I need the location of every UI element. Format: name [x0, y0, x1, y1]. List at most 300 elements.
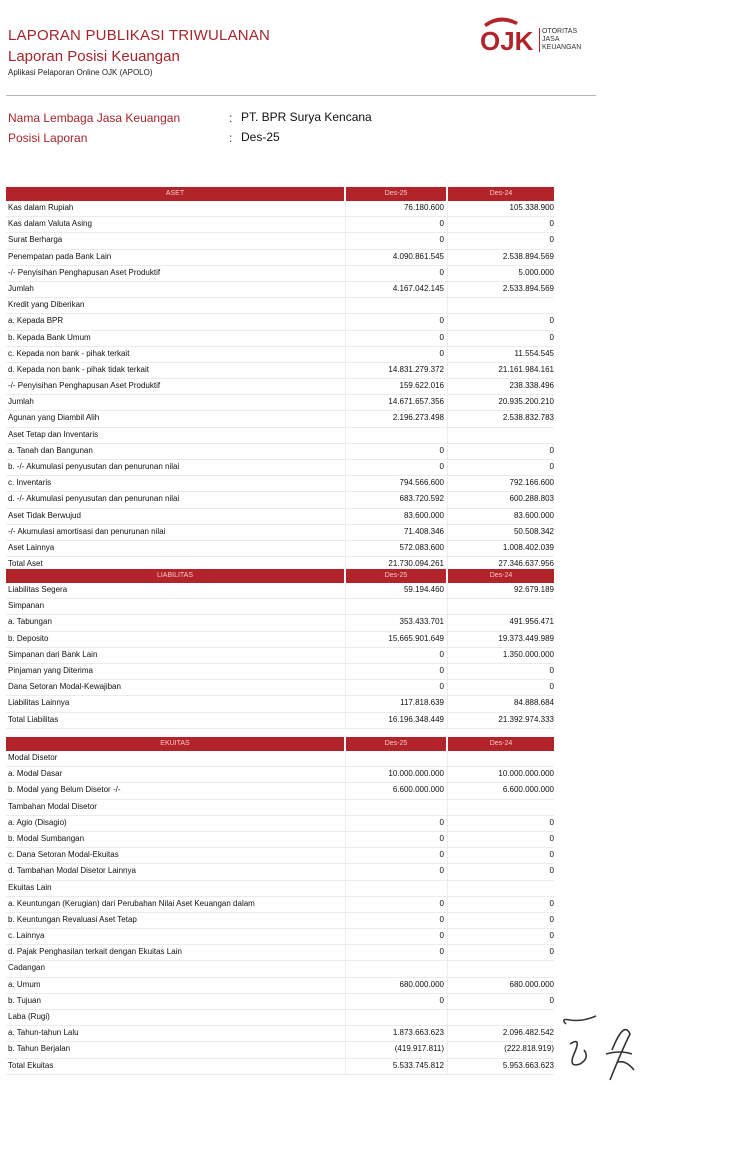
- row-label: c. Lainnya: [8, 931, 45, 941]
- value-des-24: 0: [549, 445, 554, 455]
- column-divider: [447, 648, 448, 663]
- column-divider: [345, 525, 346, 540]
- value-des-24: 491.956.471: [509, 617, 554, 627]
- value-des-25: 0: [439, 649, 444, 659]
- row-label: c. Inventaris: [8, 478, 52, 488]
- column-divider: [447, 363, 448, 378]
- row-label: Jumlah: [8, 397, 34, 407]
- column-divider: [345, 476, 346, 491]
- column-divider: [345, 994, 346, 1009]
- signature: [560, 1010, 640, 1090]
- value-des-24: 600.288.803: [509, 494, 554, 504]
- column-divider: [345, 314, 346, 329]
- column-divider: [345, 347, 346, 362]
- table-row: [6, 347, 554, 363]
- table-row: [6, 492, 554, 508]
- column-divider: [447, 395, 448, 410]
- value-des-25: 1.873.663.623: [392, 1028, 444, 1038]
- table-row: [6, 250, 554, 266]
- table-row: [6, 444, 554, 460]
- row-label: Surat Berharga: [8, 235, 63, 245]
- value-des-24: 19.373.449.989: [498, 633, 554, 643]
- row-label: Cadangan: [8, 963, 45, 973]
- value-des-24: 6.600.000.000: [502, 785, 554, 795]
- row-label: Kas dalam Rupiah: [8, 203, 74, 212]
- value-des-24: 20.935.200.210: [498, 397, 554, 407]
- lembaga-colon: :: [229, 111, 233, 125]
- value-des-25: 0: [439, 316, 444, 326]
- column-divider: [345, 509, 346, 524]
- column-divider: [345, 632, 346, 647]
- column-divider: [447, 411, 448, 426]
- value-des-24: 5.000.000: [518, 267, 554, 277]
- table-row: [6, 476, 554, 492]
- value-des-24: 0: [549, 850, 554, 860]
- posisi-label: Posisi Laporan: [8, 131, 88, 145]
- value-des-25: 59.194.460: [403, 585, 444, 594]
- column-divider: [345, 411, 346, 426]
- liabilitas-table-header: [6, 569, 554, 583]
- posisi-value: Des-25: [241, 130, 280, 144]
- column-divider: [447, 800, 448, 815]
- table-row: [6, 583, 554, 599]
- value-des-24: 0: [549, 931, 554, 941]
- column-divider: [447, 713, 448, 728]
- column-divider: [447, 664, 448, 679]
- value-des-24: 0: [549, 833, 554, 843]
- column-divider: [447, 881, 448, 896]
- table-row: [6, 314, 554, 330]
- value-des-25: 0: [439, 866, 444, 876]
- row-label: b. Kepada Bank Umum: [8, 332, 91, 342]
- row-label: Simpanan: [8, 601, 45, 611]
- column-divider: [447, 492, 448, 507]
- column-divider: [447, 751, 448, 766]
- value-des-25: 0: [439, 267, 444, 277]
- table-row: [6, 881, 554, 897]
- lembaga-label: Nama Lembaga Jasa Keuangan: [8, 111, 181, 125]
- value-des-24: 2.538.832.783: [502, 413, 554, 423]
- column-divider: [345, 217, 346, 232]
- column-divider: [345, 1059, 346, 1074]
- column-divider: [345, 233, 346, 248]
- table-row: [6, 816, 554, 832]
- table-row: [6, 331, 554, 347]
- column-divider: [447, 233, 448, 248]
- table-row: [6, 599, 554, 615]
- row-label: Aset Tetap dan Inventaris: [8, 429, 99, 439]
- value-des-25: 0: [439, 817, 444, 827]
- column-divider: [345, 250, 346, 265]
- value-des-25: 0: [439, 898, 444, 908]
- aset-header-col-1: Des-25: [346, 187, 446, 201]
- column-divider: [447, 696, 448, 711]
- column-divider: [447, 615, 448, 630]
- column-divider: [345, 492, 346, 507]
- value-des-24: 50.508.342: [513, 526, 554, 536]
- value-des-25: 0: [439, 332, 444, 342]
- value-des-25: 0: [439, 931, 444, 941]
- liabilitas-header-col-1: Des-25: [346, 569, 446, 583]
- column-divider: [447, 832, 448, 847]
- table-row: [6, 509, 554, 525]
- column-divider: [447, 298, 448, 313]
- value-des-25: 5.533.745.812: [392, 1060, 444, 1070]
- table-row: [6, 961, 554, 977]
- value-des-24: 1.008.402.039: [502, 542, 554, 552]
- table-row: [6, 897, 554, 913]
- value-des-25: (419.917.811): [394, 1044, 444, 1054]
- ojk-logo-text: OJK: [480, 26, 534, 56]
- report-app-name: Aplikasi Pelaporan Online OJK (APOLO): [8, 68, 153, 77]
- value-des-25: 680.000.000: [399, 979, 444, 989]
- row-label: c. Kepada non bank - pihak terkait: [8, 348, 130, 358]
- value-des-25: 683.720.592: [399, 494, 444, 504]
- value-des-24: 680.000.000: [509, 979, 554, 989]
- table-row: [6, 913, 554, 929]
- value-des-25: 10.000.000.000: [388, 769, 444, 779]
- aset-table: [6, 187, 554, 573]
- column-divider: [345, 929, 346, 944]
- value-des-24: 0: [549, 665, 554, 675]
- row-label: Tambahan Modal Disetor: [8, 801, 97, 811]
- table-row: [6, 832, 554, 848]
- row-label: a. Agio (Disagio): [8, 817, 67, 827]
- table-row: [6, 201, 554, 217]
- column-divider: [447, 444, 448, 459]
- table-row: [6, 298, 554, 314]
- row-label: a. Tahun-tahun Lalu: [8, 1028, 79, 1038]
- value-des-25: 0: [439, 995, 444, 1005]
- row-label: Laba (Rugi): [8, 1012, 50, 1021]
- column-divider: [447, 864, 448, 879]
- column-divider: [447, 945, 448, 960]
- header-divider: [6, 95, 596, 96]
- ekuitas-header-col-0: EKUITAS: [6, 737, 344, 751]
- column-divider: [345, 1010, 346, 1025]
- column-divider: [447, 428, 448, 443]
- value-des-25: 0: [439, 947, 444, 957]
- row-label: d. -/- Akumulasi penyusutan dan penurunan nilai: [8, 494, 180, 504]
- table-row: [6, 1010, 554, 1026]
- column-divider: [447, 978, 448, 993]
- row-label: b. Deposito: [8, 633, 49, 643]
- value-des-24: 21.161.984.161: [498, 364, 554, 374]
- liabilitas-header-col-2: Des-24: [448, 569, 554, 583]
- column-divider: [345, 460, 346, 475]
- column-divider: [447, 250, 448, 265]
- column-divider: [447, 282, 448, 297]
- table-row: [6, 751, 554, 767]
- table-row: [6, 460, 554, 476]
- table-row: [6, 615, 554, 631]
- column-divider: [447, 783, 448, 798]
- column-divider: [447, 599, 448, 614]
- ekuitas-header-col-2: Des-24: [448, 737, 554, 751]
- column-divider: [345, 751, 346, 766]
- value-des-25: 0: [439, 462, 444, 471]
- column-divider: [345, 201, 346, 216]
- table-row: [6, 680, 554, 696]
- row-label: Total Aset: [8, 559, 43, 569]
- value-des-24: 92.679.189: [513, 585, 554, 594]
- value-des-25: 0: [439, 445, 444, 455]
- row-label: d. Pajak Penghasilan terkait dengan Ekuitas Lain: [8, 947, 182, 957]
- value-des-25: 71.408.346: [403, 526, 444, 536]
- value-des-24: 0: [549, 332, 554, 342]
- value-des-25: 159.622.016: [399, 381, 444, 391]
- row-label: b. -/- Akumulasi penyusutan dan penurunan nilai: [8, 462, 180, 471]
- column-divider: [345, 599, 346, 614]
- value-des-25: 0: [439, 850, 444, 860]
- row-label: Pinjaman yang Diterima: [8, 665, 93, 675]
- table-row: [6, 783, 554, 799]
- table-row: [6, 864, 554, 880]
- value-des-24: 5.953.663.623: [502, 1060, 554, 1070]
- column-divider: [447, 816, 448, 831]
- column-divider: [345, 1042, 346, 1057]
- table-row: [6, 978, 554, 994]
- value-des-24: 0: [549, 995, 554, 1005]
- column-divider: [345, 363, 346, 378]
- row-label: a. Keuntungan (Kerugian) dari Perubahan Nilai Aset Keuangan dalam: [8, 898, 255, 908]
- value-des-24: 0: [549, 866, 554, 876]
- row-label: Liabilitas Segera: [8, 585, 68, 594]
- column-divider: [447, 583, 448, 598]
- value-des-24: 2.538.894.569: [502, 251, 554, 261]
- value-des-24: 21.392.974.333: [498, 714, 554, 724]
- column-divider: [447, 347, 448, 362]
- value-des-25: 14.671.657.356: [388, 397, 444, 407]
- ojk-logo: [478, 14, 603, 58]
- table-row: [6, 217, 554, 233]
- value-des-25: 76.180.600: [403, 203, 444, 212]
- column-divider: [447, 680, 448, 695]
- table-row: [6, 282, 554, 298]
- row-label: Total Ekuitas: [8, 1060, 54, 1070]
- row-label: a. Modal Dasar: [8, 769, 63, 779]
- row-label: d. Kepada non bank - pihak tidak terkait: [8, 364, 149, 374]
- table-row: [6, 1042, 554, 1058]
- table-row: [6, 1026, 554, 1042]
- table-row: [6, 233, 554, 249]
- table-row: [6, 648, 554, 664]
- value-des-24: 2.096.482.542: [502, 1028, 554, 1038]
- row-label: Jumlah: [8, 283, 34, 293]
- column-divider: [447, 331, 448, 346]
- column-divider: [447, 314, 448, 329]
- value-des-25: 794.566.600: [399, 478, 444, 488]
- value-des-25: 0: [439, 235, 444, 245]
- row-label: d. Tambahan Modal Disetor Lainnya: [8, 866, 136, 876]
- table-row: [6, 395, 554, 411]
- value-des-24: 84.888.684: [513, 698, 554, 708]
- value-des-25: 117.818.639: [400, 698, 444, 708]
- value-des-25: 21.730.094.261: [388, 559, 444, 569]
- posisi-colon: :: [229, 131, 233, 145]
- value-des-25: 6.600.000.000: [392, 785, 444, 795]
- column-divider: [447, 266, 448, 281]
- column-divider: [345, 680, 346, 695]
- column-divider: [345, 816, 346, 831]
- value-des-24: 238.338.496: [509, 381, 554, 391]
- column-divider: [447, 1010, 448, 1025]
- table-row: [6, 1059, 554, 1075]
- column-divider: [447, 1042, 448, 1057]
- column-divider: [345, 648, 346, 663]
- ekuitas-table: [6, 737, 554, 1075]
- column-divider: [345, 945, 346, 960]
- column-divider: [345, 800, 346, 815]
- table-row: [6, 848, 554, 864]
- column-divider: [447, 525, 448, 540]
- table-row: [6, 428, 554, 444]
- row-label: a. Umum: [8, 979, 41, 989]
- value-des-25: 0: [439, 914, 444, 924]
- column-divider: [345, 1026, 346, 1041]
- table-row: [6, 713, 554, 729]
- row-label: Aset Tidak Berwujud: [8, 510, 81, 520]
- table-row: [6, 379, 554, 395]
- ojk-logo-caption: OTORITAS JASA KEUANGAN: [542, 28, 582, 51]
- table-row: [6, 525, 554, 541]
- value-des-25: 0: [439, 665, 444, 675]
- row-label: -/- Penyisihan Penghapusan Aset Produktif: [8, 267, 161, 277]
- value-des-25: 572.083.600: [399, 542, 444, 552]
- value-des-24: 0: [549, 235, 554, 245]
- column-divider: [345, 767, 346, 782]
- column-divider: [447, 476, 448, 491]
- value-des-25: 2.196.273.498: [392, 413, 444, 423]
- aset-table-header: [6, 187, 554, 201]
- table-row: [6, 363, 554, 379]
- value-des-25: 0: [439, 682, 444, 692]
- row-label: Agunan yang Diambil Alih: [8, 413, 100, 423]
- liabilitas-table: [6, 569, 554, 729]
- column-divider: [345, 664, 346, 679]
- table-row: [6, 929, 554, 945]
- row-label: Kas dalam Valuta Asing: [8, 219, 92, 229]
- row-label: b. Modal Sumbangan: [8, 833, 85, 843]
- row-label: Simpanan dari Bank Lain: [8, 649, 98, 659]
- column-divider: [447, 994, 448, 1009]
- column-divider: [447, 217, 448, 232]
- column-divider: [345, 282, 346, 297]
- row-label: -/- Penyisihan Penghapusan Aset Produktif: [8, 381, 161, 391]
- table-row: [6, 767, 554, 783]
- column-divider: [345, 428, 346, 443]
- value-des-25: 16.196.348.449: [388, 714, 444, 724]
- column-divider: [345, 379, 346, 394]
- column-divider: [447, 632, 448, 647]
- value-des-24: 27.346.637.956: [498, 559, 554, 569]
- row-label: c. Dana Setoran Modal-Ekuitas: [8, 850, 119, 860]
- value-des-24: 0: [549, 462, 554, 471]
- table-row: [6, 632, 554, 648]
- row-label: Penempatan pada Bank Lain: [8, 251, 112, 261]
- row-label: Modal Disetor: [8, 753, 58, 762]
- table-row: [6, 800, 554, 816]
- column-divider: [447, 1059, 448, 1074]
- column-divider: [345, 897, 346, 912]
- table-row: [6, 664, 554, 680]
- row-label: b. Modal yang Belum Disetor -/-: [8, 785, 121, 795]
- table-row: [6, 945, 554, 961]
- liabilitas-header-col-0: LIABILITAS: [6, 569, 344, 583]
- column-divider: [345, 298, 346, 313]
- value-des-25: 14.831.279.372: [388, 364, 444, 374]
- column-divider: [345, 913, 346, 928]
- column-divider: [345, 541, 346, 556]
- table-row: [6, 541, 554, 557]
- value-des-25: 83.600.000: [403, 510, 444, 520]
- value-des-24: (222.818.919): [504, 1044, 554, 1054]
- row-label: a. Kepada BPR: [8, 316, 64, 326]
- column-divider: [447, 201, 448, 216]
- row-label: a. Tanah dan Bangunan: [8, 445, 93, 455]
- row-label: -/- Akumulasi amortisasi dan penurunan nilai: [8, 526, 166, 536]
- column-divider: [447, 848, 448, 863]
- ekuitas-header-col-1: Des-25: [346, 737, 446, 751]
- column-divider: [345, 331, 346, 346]
- value-des-24: 0: [549, 947, 554, 957]
- column-divider: [345, 864, 346, 879]
- value-des-24: 0: [549, 682, 554, 692]
- column-divider: [447, 460, 448, 475]
- column-divider: [345, 978, 346, 993]
- value-des-24: 2.533.894.569: [502, 283, 554, 293]
- column-divider: [345, 395, 346, 410]
- column-divider: [447, 929, 448, 944]
- value-des-25: 4.090.861.545: [392, 251, 444, 261]
- report-title: LAPORAN PUBLIKASI TRIWULANAN: [8, 27, 271, 44]
- column-divider: [345, 696, 346, 711]
- value-des-25: 0: [439, 219, 444, 229]
- row-label: Kredit yang Diberikan: [8, 300, 85, 310]
- value-des-25: 4.167.042.145: [392, 283, 444, 293]
- aset-header-col-0: ASET: [6, 187, 344, 201]
- table-row: [6, 994, 554, 1010]
- column-divider: [447, 541, 448, 556]
- lembaga-value: PT. BPR Surya Kencana: [241, 110, 372, 124]
- column-divider: [345, 583, 346, 598]
- column-divider: [345, 713, 346, 728]
- value-des-25: 15.665.901.649: [388, 633, 444, 643]
- column-divider: [447, 379, 448, 394]
- column-divider: [345, 961, 346, 976]
- column-divider: [447, 1026, 448, 1041]
- column-divider: [447, 897, 448, 912]
- column-divider: [345, 615, 346, 630]
- value-des-24: 792.166.600: [509, 478, 554, 488]
- value-des-24: 0: [549, 316, 554, 326]
- row-label: Ekuitas Lain: [8, 882, 52, 892]
- row-label: b. Keuntungan Revaluasi Aset Tetap: [8, 914, 137, 924]
- value-des-25: 0: [439, 348, 444, 358]
- row-label: a. Tabungan: [8, 617, 52, 627]
- column-divider: [345, 783, 346, 798]
- value-des-24: 10.000.000.000: [498, 769, 554, 779]
- value-des-24: 0: [549, 898, 554, 908]
- table-row: [6, 266, 554, 282]
- row-label: Total Liabilitas: [8, 714, 59, 724]
- ekuitas-table-header: [6, 737, 554, 751]
- column-divider: [447, 767, 448, 782]
- column-divider: [447, 961, 448, 976]
- value-des-24: 0: [549, 219, 554, 229]
- value-des-24: 0: [549, 914, 554, 924]
- value-des-24: 0: [549, 817, 554, 827]
